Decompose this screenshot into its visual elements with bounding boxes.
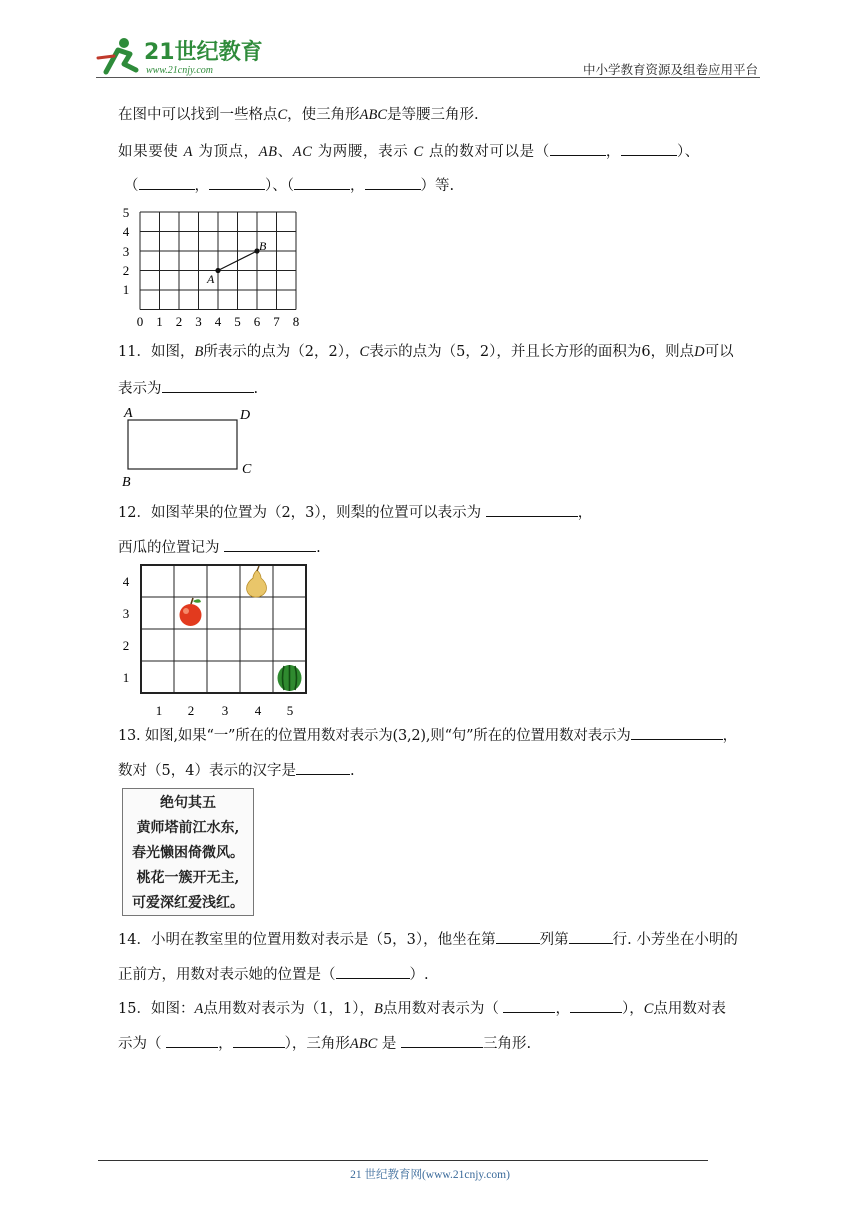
logo-url: www.21cnjy.com: [146, 65, 214, 76]
x-tick-label: 3: [221, 703, 229, 718]
x-tick-label: 5: [286, 703, 294, 718]
poem-line: 黄师塔前江水东,: [136, 820, 240, 836]
q13-line2: 数对（5，4）表示的汉字是 .: [118, 758, 355, 782]
answer-blank[interactable]: [550, 139, 606, 156]
q12-fruit-grid: [112, 562, 312, 722]
label-a: A: [124, 406, 133, 421]
answer-blank[interactable]: [294, 173, 350, 190]
footer-divider: [98, 1160, 708, 1161]
q10-line2: 如果要使 A 为顶点，AB、AC 为两腰，表示 C 点的数对可以是（ ， ）、: [118, 139, 700, 163]
q10-grid-figure: [114, 204, 314, 330]
q10-line1: 在图中可以找到一些格点C，使三角形ABC是等腰三角形.: [118, 107, 479, 123]
point-a: [215, 268, 220, 273]
label-b: B: [259, 239, 267, 253]
y-tick-label: 4: [122, 574, 130, 589]
y-tick-label: 4: [122, 224, 130, 239]
q14-line2: 正前方，用数对表示她的位置是（ ）.: [118, 962, 429, 986]
answer-blank[interactable]: [224, 535, 316, 552]
answer-blank[interactable]: [139, 173, 195, 190]
q13-line1: 13. 如图,如果“一”所在的位置用数对表示为(3,2),则“句”所在的位置用数对表示为 ，: [118, 723, 737, 747]
label-a: A: [207, 272, 215, 286]
answer-blank[interactable]: [296, 758, 350, 775]
platform-title: 中小学教育资源及组卷应用平台: [582, 62, 758, 77]
x-tick-label: 2: [187, 703, 195, 718]
site-logo: [94, 32, 264, 78]
x-tick-label: 7: [273, 314, 280, 329]
answer-blank[interactable]: [496, 927, 540, 944]
q12-line1: 12．如图苹果的位置为（2，3），则梨的位置可以表示为 ，: [118, 500, 592, 524]
q15-line1: 15．如图：A点用数对表示为（1，1），B点用数对表示为（ ， ），C点用数对表: [118, 996, 726, 1020]
answer-blank[interactable]: [486, 500, 578, 517]
apple-icon: [180, 598, 202, 626]
poem-box: [122, 788, 254, 916]
q10-line3: （ ， ）、（ ， ）等.: [124, 173, 454, 197]
poem-line: 可爱深红爱浅红。: [132, 895, 244, 911]
answer-blank[interactable]: [570, 996, 622, 1013]
x-tick-label: 4: [254, 703, 262, 718]
y-tick-label: 1: [122, 282, 130, 297]
q14-line1: 14．小明在教室里的位置用数对表示是（5，3），他坐在第 列第 行. 小芳坐在小明的: [118, 927, 738, 951]
poem-title: 绝句其五: [160, 795, 216, 811]
answer-blank[interactable]: [209, 173, 265, 190]
header-divider: [96, 77, 760, 78]
x-tick-label: 1: [155, 703, 163, 718]
answer-blank[interactable]: [166, 1031, 218, 1048]
y-tick-label: 3: [122, 244, 130, 259]
answer-blank[interactable]: [401, 1031, 483, 1048]
answer-blank[interactable]: [365, 173, 421, 190]
y-tick-label: 3: [122, 606, 130, 621]
label-b: B: [122, 475, 131, 490]
poem-line: 桃花一簇开无主,: [136, 870, 240, 886]
rectangle-abcd: [128, 420, 237, 469]
x-tick-label: 0: [136, 314, 144, 329]
x-tick-label: 3: [195, 314, 202, 329]
y-tick-label: 1: [122, 670, 130, 685]
answer-blank[interactable]: [162, 376, 254, 393]
y-tick-label: 2: [122, 263, 130, 278]
q11-rectangle-figure: [118, 402, 268, 490]
pear-icon: [247, 566, 267, 597]
y-tick-label: 5: [122, 205, 130, 220]
x-tick-label: 4: [214, 314, 222, 329]
answer-blank[interactable]: [569, 927, 613, 944]
answer-blank[interactable]: [336, 962, 410, 979]
answer-blank[interactable]: [233, 1031, 285, 1048]
x-tick-label: 6: [253, 314, 261, 329]
q11-line2: 表示为 .: [118, 376, 258, 400]
q12-line2: 西瓜的位置记为 .: [118, 535, 321, 559]
x-tick-label: 5: [234, 314, 241, 329]
q11-line1: 11．如图，B所表示的点为（2，2），C表示的点为（5，2），并且长方形的面积为6，则点D可以: [118, 344, 734, 360]
q15-line2: 示为（ ， ），三角形ABC 是 三角形.: [118, 1031, 531, 1055]
x-tick-label: 1: [156, 314, 163, 329]
x-tick-label: 8: [292, 314, 300, 329]
footer-link[interactable]: 21 世纪教育网(www.21cnjy.com): [350, 1169, 510, 1181]
answer-blank[interactable]: [503, 996, 555, 1013]
logo-text: 21世纪教育: [144, 40, 263, 65]
y-tick-label: 2: [122, 638, 130, 653]
watermelon-icon: [278, 665, 302, 691]
answer-blank[interactable]: [631, 723, 723, 740]
label-c: C: [242, 462, 252, 477]
x-tick-label: 2: [175, 314, 183, 329]
label-d: D: [240, 408, 251, 423]
answer-blank[interactable]: [621, 139, 677, 156]
poem-line: 春光懒困倚微风。: [132, 845, 244, 861]
